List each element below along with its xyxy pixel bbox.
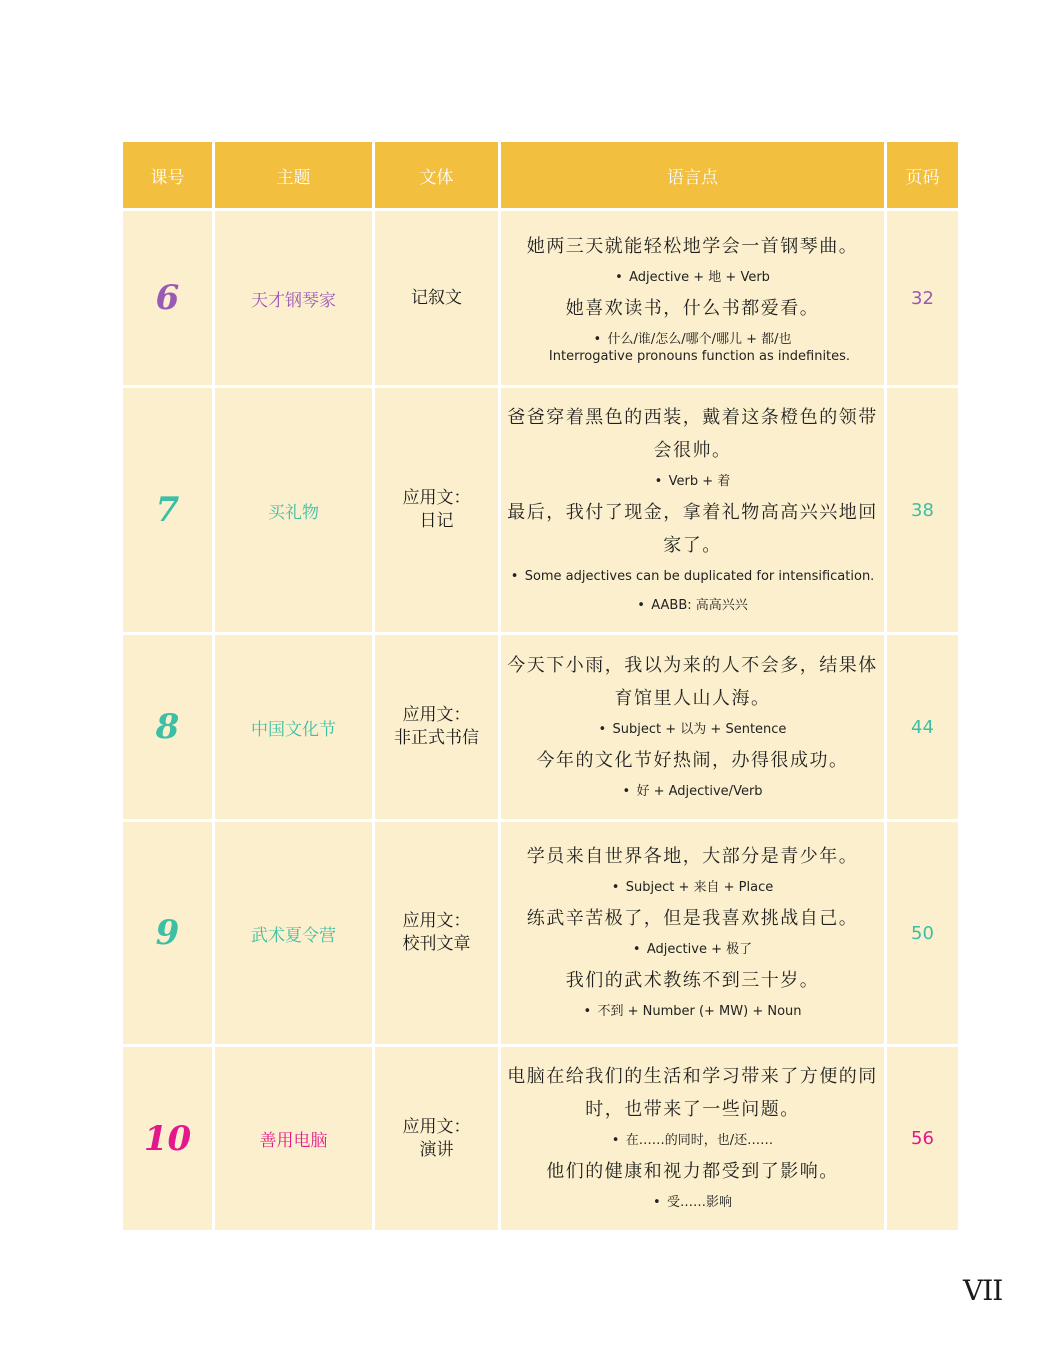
grammar-note-text: 受……影响	[666, 1195, 732, 1210]
grammar-note-text: 好 + Adjective/Verb	[636, 783, 763, 799]
lesson-number: 6	[122, 210, 214, 387]
header-lesson-number: 课号	[122, 141, 214, 210]
lesson-theme: 中国文化节	[214, 634, 374, 821]
grammar-note	[501, 715, 884, 744]
lesson-number: 7	[122, 387, 214, 634]
grammar-note	[501, 997, 884, 1026]
bullet-icon: •	[611, 880, 620, 895]
lesson-genre	[374, 634, 500, 821]
lesson-row	[122, 821, 960, 1046]
grammar-note	[501, 562, 884, 591]
grammar-note-text: 在……的同时，也/还……	[625, 1133, 774, 1148]
header-row	[122, 141, 960, 210]
grammar-note-text: Subject + 来自 + Place	[625, 880, 774, 895]
genre-line: 非正式书信	[394, 728, 479, 748]
genre-line: 日记	[419, 511, 454, 531]
bullet-icon: •	[510, 568, 519, 584]
grammar-note-text: Adjective + 地 + Verb	[629, 269, 770, 285]
lesson-genre	[374, 210, 500, 387]
lesson-theme: 武术夏令营	[214, 821, 374, 1046]
grammar-note	[501, 1188, 884, 1217]
bullet-icon: •	[637, 597, 645, 613]
lesson-row	[122, 634, 960, 821]
bullet-icon: •	[632, 942, 641, 957]
grammar-note-text: 什么/谁/怎么/哪个/哪儿 + 都/也	[607, 331, 792, 347]
grammar-note-text: Some adjectives can be duplicated for intensification.	[524, 568, 875, 584]
lesson-page: 38	[886, 387, 960, 634]
lesson-theme: 善用电脑	[214, 1046, 374, 1232]
example-sentence: 爸爸穿着黑色的西装，戴着这条橙色的领带会很帅。	[507, 406, 878, 461]
example-sentence: 今年的文化节好热闹，办得很成功。	[536, 749, 849, 771]
lesson-number: 8	[122, 634, 214, 821]
bullet-icon: •	[593, 331, 602, 347]
lesson-row	[122, 387, 960, 634]
bullet-icon: •	[652, 1195, 661, 1210]
example-sentence: 他们的健康和视力都受到了影响。	[546, 1161, 839, 1182]
lesson-page: 32	[886, 210, 960, 387]
page-number: VII	[963, 1274, 1003, 1307]
header-theme: 主题	[214, 141, 374, 210]
grammar-note-text: 不到 + Number (+ MW) + Noun	[597, 1004, 802, 1019]
header-page: 页码	[886, 141, 960, 210]
bullet-icon: •	[611, 1133, 620, 1148]
bullet-icon: •	[583, 1004, 592, 1019]
genre-line: 演讲	[419, 1139, 454, 1160]
grammar-note	[501, 591, 884, 620]
language-points	[500, 210, 886, 387]
genre-line: 应用文：	[402, 911, 471, 931]
genre-line: 应用文：	[402, 1116, 471, 1137]
language-points	[500, 634, 886, 821]
lesson-page: 56	[886, 1046, 960, 1232]
grammar-note-explanation: Interrogative pronouns function as indefinites.	[548, 348, 851, 364]
grammar-note	[501, 263, 884, 292]
grammar-note	[501, 873, 884, 902]
lesson-genre	[374, 821, 500, 1046]
example-sentence: 她喜欢读书，什么书都爱看。	[565, 297, 820, 319]
lesson-page: 44	[886, 634, 960, 821]
language-points	[500, 1046, 886, 1232]
grammar-note	[501, 777, 884, 806]
example-sentence: 电脑在给我们的生活和学习带来了方便的同时，也带来了一些问题。	[507, 1066, 878, 1120]
example-sentence: 我们的武术教练不到三十岁。	[565, 970, 820, 991]
genre-line: 应用文：	[402, 488, 471, 508]
example-sentence: 练武辛苦极了，但是我喜欢挑战自己。	[526, 908, 859, 929]
contents-table	[120, 139, 961, 1233]
lesson-row	[122, 210, 960, 387]
grammar-note	[501, 935, 884, 964]
grammar-note-text: Subject + 以为 + Sentence	[612, 721, 787, 737]
grammar-note-text: Adjective + 极了	[646, 942, 753, 957]
example-sentence: 学员来自世界各地，大部分是青少年。	[526, 846, 859, 867]
genre-line: 记叙文	[411, 287, 462, 308]
grammar-note-text: Verb + 着	[668, 473, 731, 489]
bullet-icon: •	[654, 473, 663, 489]
lesson-theme: 天才钢琴家	[214, 210, 374, 387]
genre-line: 校刊文章	[402, 934, 471, 954]
language-points	[500, 821, 886, 1046]
example-sentence: 今天下小雨，我以为来的人不会多，结果体育馆里人山人海。	[507, 654, 878, 709]
grammar-note-text: AABB: 高高兴兴	[651, 597, 748, 613]
lesson-row	[122, 1046, 960, 1232]
lesson-genre	[374, 387, 500, 634]
grammar-note	[501, 467, 884, 496]
bullet-icon: •	[615, 269, 623, 285]
example-sentence: 最后，我付了现金，拿着礼物高高兴兴地回家了。	[507, 501, 878, 556]
lesson-number: 9	[122, 821, 214, 1046]
lesson-page: 50	[886, 821, 960, 1046]
header-language-points: 语言点	[500, 141, 886, 210]
bullet-icon: •	[622, 783, 631, 799]
genre-line: 应用文：	[402, 705, 471, 725]
grammar-note	[501, 1126, 884, 1155]
lesson-theme: 买礼物	[214, 387, 374, 634]
lesson-genre	[374, 1046, 500, 1232]
header-genre: 文体	[374, 141, 500, 210]
bullet-icon: •	[598, 721, 607, 737]
example-sentence: 她两三天就能轻松地学会一首钢琴曲。	[526, 235, 859, 257]
lesson-number: 10	[122, 1046, 214, 1232]
language-points	[500, 387, 886, 634]
